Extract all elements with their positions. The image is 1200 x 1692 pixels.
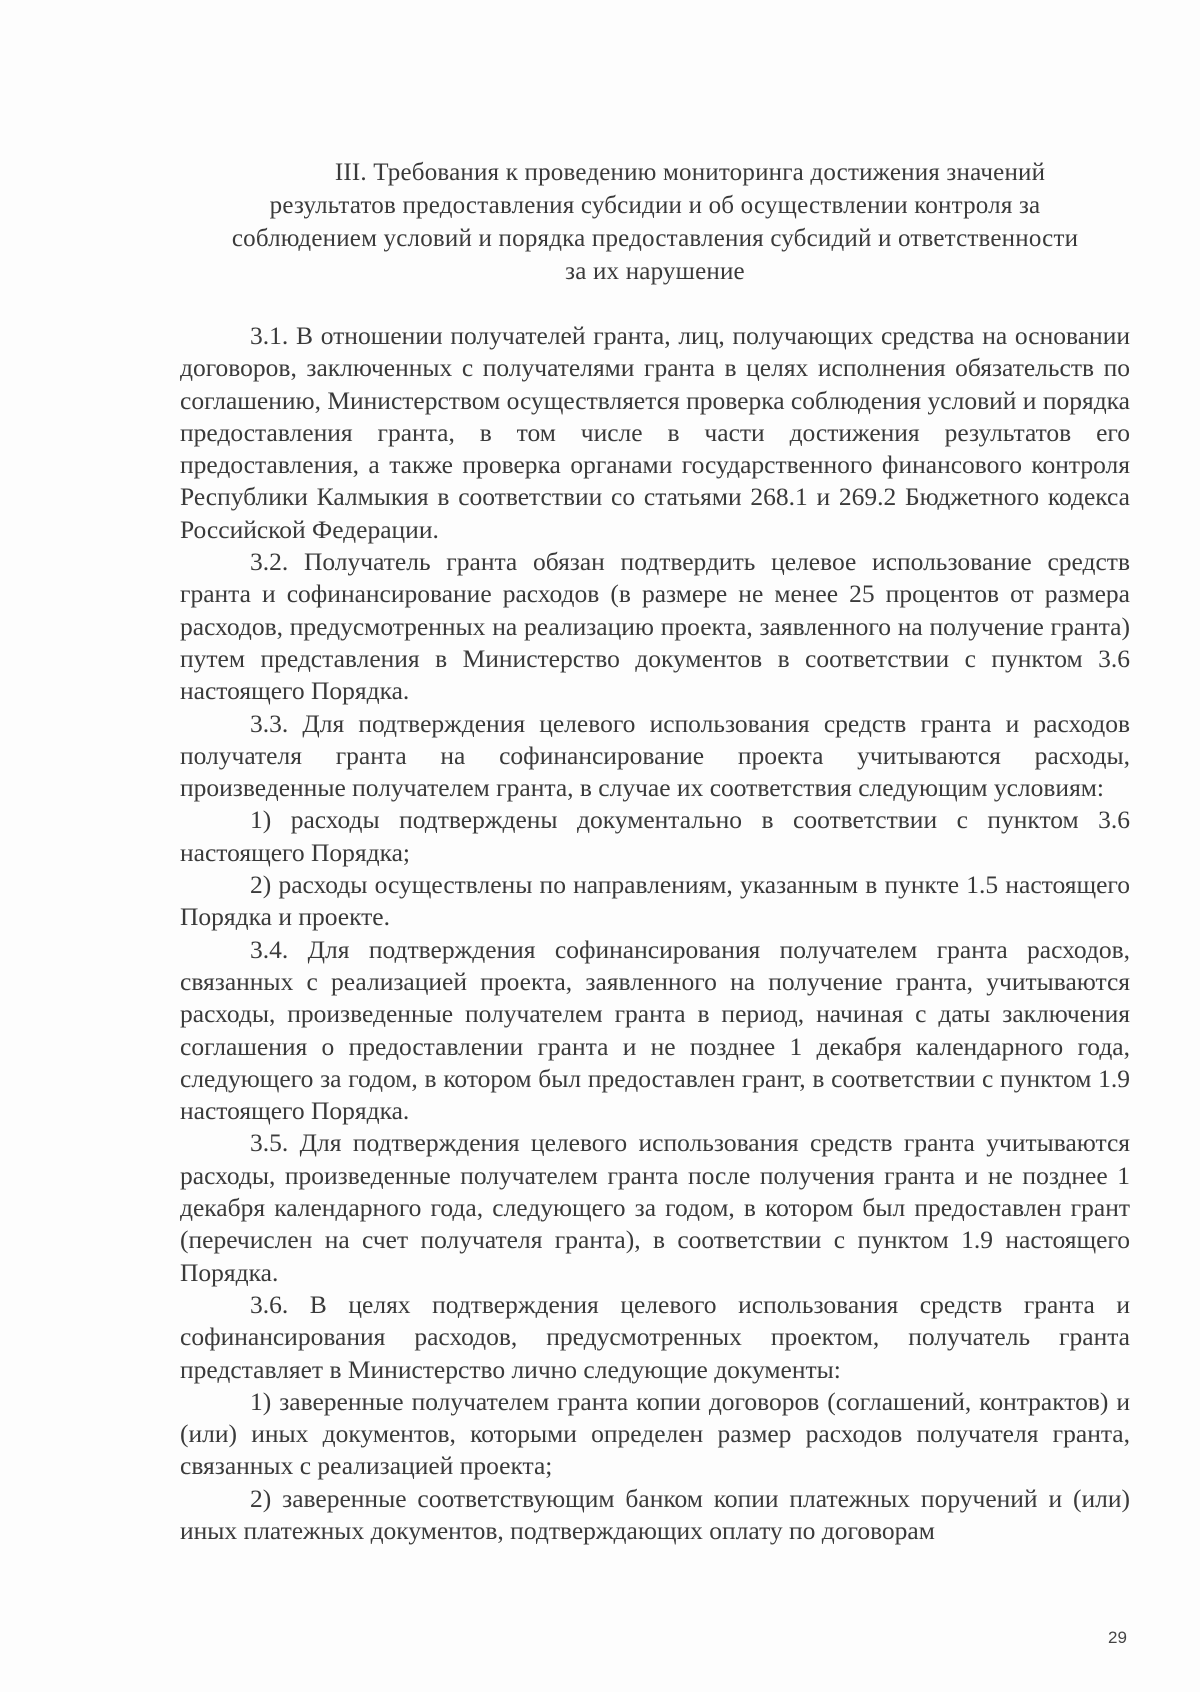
paragraph-3-5: 3.5. Для подтверждения целевого использования средств гранта учитываются расходы, произведенные получателем гранта после получения гранта и не позднее 1 декабря календарного года, следующего за годом, в котором был предоставлен грант (перечислен на счет получателя гранта), в соответствии с пунктом 1.9 настоящего Порядка. xyxy=(180,1128,1130,1287)
list-item-3-6-2: 2) заверенные соответствующим банком копии платежных поручений и (или) иных платежных документов, подтверждающих оплату по договорам xyxy=(180,1483,1130,1545)
section-heading xyxy=(180,156,1130,288)
document-body xyxy=(180,320,1130,1547)
paragraph-3-3: 3.3. Для подтверждения целевого использования средств гранта и расходов получателя гранта на софинансирование проекта учитываются расходы, произведенные получателем гранта, в случае их соответствия следующим условиям: xyxy=(180,708,1130,803)
list-item-3-3-1: 1) расходы подтверждены документально в соответствии с пунктом 3.6 настоящего Порядка; xyxy=(180,805,1130,867)
section-heading-line: за их нарушение xyxy=(565,258,745,285)
paragraph-3-6: 3.6. В целях подтверждения целевого использования средств гранта и софинансирования расходов, предусмотренных проектом, получатель гранта представляет в Министерство лично следующие документы: xyxy=(180,1289,1130,1384)
section-heading-line: III. Требования к проведению мониторинга достижения значений xyxy=(334,159,1046,186)
paragraph-3-4: 3.4. Для подтверждения софинансирования получателем гранта расходов, связанных с реализацией проекта, заявленного на получение гранта, учитываются расходы, произведенные получателем гранта в период, начиная с даты заключения соглашения о предоставлении гранта и не позднее 1 декабря календарного года, следующего за годом, в котором был предоставлен грант, в соответствии с пунктом 1.9 настоящего Порядка. xyxy=(180,934,1130,1126)
paragraph-3-2: 3.2. Получатель гранта обязан подтвердить целевое использование средств гранта и софинансирование расходов (в размере не менее 25 процентов от размера расходов, предусмотренных на реализацию проекта, заявленного на получение гранта) путем представления в Министерство документов в соответствии с пунктом 3.6 настоящего Порядка. xyxy=(180,547,1130,706)
list-item-3-3-2: 2) расходы осуществлены по направлениям, указанным в пункте 1.5 настоящего Порядка и проекте. xyxy=(180,870,1130,932)
page-number: 29 xyxy=(1108,1628,1127,1647)
paragraph-3-1: 3.1. В отношении получателей гранта, лиц, получающих средства на основании договоров, заключенных с получателями гранта в целях исполнения обязательств по соглашению, Министерством осуществляется проверка соблюдения условий и порядка предоставления гранта, в том числе в части достижения результатов его предоставления, а также проверка органами государственного финансового контроля Республики Калмыкия в соответствии со статьями 268.1 и 269.2 Бюджетного кодекса Российской Федерации. xyxy=(180,321,1130,544)
section-heading-line: соблюдением условий и порядка предоставления субсидий и ответственности xyxy=(231,225,1079,252)
list-item-3-6-1: 1) заверенные получателем гранта копии договоров (соглашений, контрактов) и (или) иных документов, которыми определен размер расходов получателя гранта, связанных с реализацией проекта; xyxy=(180,1386,1130,1481)
section-heading-line: результатов предоставления субсидии и об осуществлении контроля за xyxy=(269,192,1041,219)
